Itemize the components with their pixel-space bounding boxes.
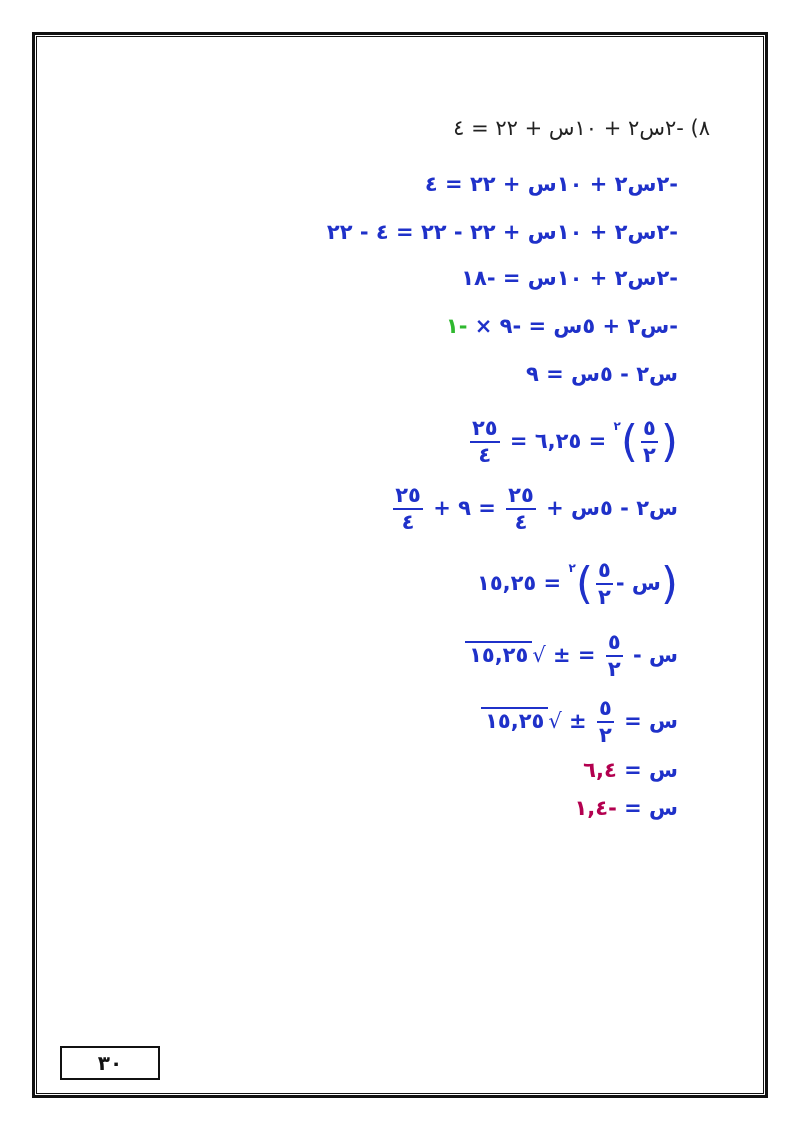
step-12-left: س =	[624, 796, 678, 820]
step-11	[583, 760, 678, 781]
step-4-main: -س٢ + ٥س = -٩ ×	[474, 314, 678, 338]
step-10-plus-minus: ±	[569, 709, 587, 733]
step-9-fraction: $\frac{٥}{٢}$	[607, 630, 621, 681]
step-7-fraction-left: $\frac{٢٥}{٤}$	[508, 483, 534, 534]
step-12-result: -١,٤	[574, 796, 617, 820]
step-9	[465, 632, 678, 680]
step-7-mid: = ٩ +	[433, 496, 496, 520]
step-6-fraction: $\frac{٢٥}{٤}$	[471, 416, 498, 467]
step-6: ( $\frac{٥}{٢}$ )$^٢$ = ٦,٢٥ = $\frac{٢٥}{٤}$	[471, 416, 678, 467]
step-5: س٢ - ٥س = ٩	[525, 362, 678, 386]
step-12	[574, 798, 678, 819]
step-10-radicand: ١٥,٢٥	[481, 707, 548, 732]
step-10-fraction: $\frac{٥}{٢}$	[598, 696, 612, 747]
step-9-plus-minus: = ±	[553, 643, 596, 667]
step-7-left: س٢ - ٥س +	[546, 496, 678, 520]
step-11-result: ٦,٤	[583, 758, 617, 782]
radical-icon: √	[532, 643, 546, 667]
step-4-multiplier: -١	[445, 314, 468, 338]
problem-equation: -٢س٢ + ١٠س + ٢٢ = ٤	[453, 116, 684, 140]
page-number-box	[60, 1046, 160, 1080]
step-11-left: س =	[624, 758, 678, 782]
step-9-left: س -	[632, 643, 678, 667]
step-8-right: = ١٥,٢٥	[477, 571, 562, 595]
step-8-exponent: ٢	[568, 561, 576, 575]
step-2: -٢س٢ + ١٠س + ٢٢ - ٢٢ = ٤ - ٢٢	[326, 220, 678, 244]
step-6-exponent: ٢	[613, 419, 621, 433]
problem-heading	[453, 118, 710, 139]
step-6-rest: = ٦,٢٥ =	[509, 429, 607, 453]
step-8-left: س -	[615, 571, 661, 595]
step-7	[390, 485, 678, 533]
step-3: -٢س٢ + ١٠س = -١٨	[461, 266, 678, 290]
radical-icon: √	[548, 709, 562, 733]
step-10	[481, 698, 678, 746]
step-1: -٢س٢ + ١٠س + ٢٢ = ٤	[424, 172, 678, 196]
step-9-radicand: ١٥,٢٥	[465, 641, 532, 666]
step-8-fraction: $\frac{٥}{٢}$	[597, 558, 611, 609]
step-10-left: س =	[624, 709, 678, 733]
step-4	[446, 316, 678, 337]
problem-number: ٨)	[690, 116, 710, 140]
step-8: (س - $\frac{٥}{٢}$ )$^٢$ = ١٥,٢٥	[477, 558, 678, 609]
page-number: ٣٠	[97, 1051, 123, 1075]
step-7-fraction-right: $\frac{٢٥}{٤}$	[395, 483, 421, 534]
step-6-half-coefficient: $\frac{٥}{٢}$	[643, 416, 656, 467]
